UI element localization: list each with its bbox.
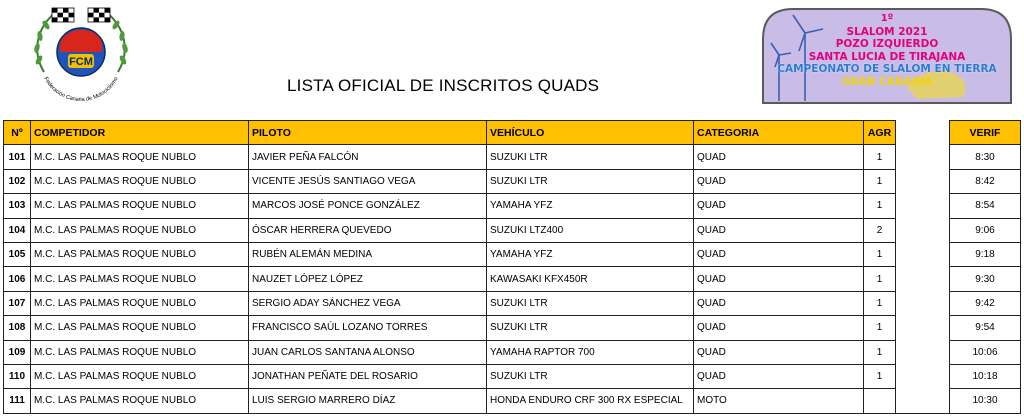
event-location: POZO IZQUIERDO [835,38,939,50]
col-header-vehicle: VEHÍCULO [487,121,694,145]
cell-agr: 1 [864,364,896,388]
cell-spacer [896,389,950,413]
cell-verif: 8:54 [950,194,1021,218]
col-header-competitor: COMPETIDOR [31,121,249,145]
cell-agr: 1 [864,242,896,266]
event-ordinal: 1º [880,13,894,24]
table-row [4,267,1021,291]
event-name: SLALOM 2021 [846,25,928,38]
cell-competitor: M.C. LAS PALMAS ROQUE NUBLO [31,145,249,169]
table-row [4,218,1021,242]
cell-vehicle: KAWASAKI KFX450R [487,267,694,291]
col-header-agr: AGR [864,121,896,145]
event-island: GRAN CANARIA [841,75,933,88]
cell-vehicle: SUZUKI LTR [487,169,694,193]
cell-spacer [896,316,950,340]
cell-vehicle: SUZUKI LTZ400 [487,218,694,242]
cell-category: QUAD [694,364,864,388]
helmet-emblem-icon [57,28,105,76]
cell-category: QUAD [694,340,864,364]
col-header-category: CATEGORIA [694,121,864,145]
cell-pilot: JONATHAN PEÑATE DEL ROSARIO [249,364,487,388]
cell-num: 106 [4,267,31,291]
cell-pilot: NAUZET LÓPEZ LÓPEZ [249,267,487,291]
event-championship: CAMPEONATO DE SLALOM EN TIERRA [777,63,997,75]
cell-pilot: VICENTE JESÚS SANTIAGO VEGA [249,169,487,193]
cell-competitor: M.C. LAS PALMAS ROQUE NUBLO [31,364,249,388]
table-row [4,340,1021,364]
cell-competitor: M.C. LAS PALMAS ROQUE NUBLO [31,340,249,364]
cell-category: QUAD [694,194,864,218]
cell-num: 102 [4,169,31,193]
cell-category: QUAD [694,218,864,242]
cell-agr: 1 [864,169,896,193]
cell-vehicle: YAMAHA RAPTOR 700 [487,340,694,364]
cell-competitor: M.C. LAS PALMAS ROQUE NUBLO [31,316,249,340]
cell-vehicle: SUZUKI LTR [487,364,694,388]
table-row [4,364,1021,388]
entry-list-table [3,120,1021,414]
cell-verif: 9:06 [950,218,1021,242]
cell-num: 107 [4,291,31,315]
cell-category: MOTO [694,389,864,413]
cell-agr: 1 [864,340,896,364]
cell-verif: 9:18 [950,242,1021,266]
checkered-flag-icon [52,8,110,22]
cell-num: 109 [4,340,31,364]
cell-num: 105 [4,242,31,266]
cell-verif: 9:30 [950,267,1021,291]
cell-pilot: RUBÉN ALEMÁN MEDINA [249,242,487,266]
cell-pilot: FRANCISCO SAÚL LOZANO TORRES [249,316,487,340]
col-spacer [896,121,950,145]
cell-pilot: MARCOS JOSÉ PONCE GONZÁLEZ [249,194,487,218]
cell-spacer [896,242,950,266]
event-plate-text [757,13,1017,88]
cell-spacer [896,169,950,193]
cell-verif: 8:30 [950,145,1021,169]
cell-pilot: ÓSCAR HERRERA QUEVEDO [249,218,487,242]
cell-competitor: M.C. LAS PALMAS ROQUE NUBLO [31,389,249,413]
cell-competitor: M.C. LAS PALMAS ROQUE NUBLO [31,291,249,315]
cell-agr: 1 [864,145,896,169]
cell-num: 110 [4,364,31,388]
cell-num: 108 [4,316,31,340]
cell-vehicle: SUZUKI LTR [487,291,694,315]
cell-competitor: M.C. LAS PALMAS ROQUE NUBLO [31,242,249,266]
cell-competitor: M.C. LAS PALMAS ROQUE NUBLO [31,169,249,193]
table-row [4,145,1021,169]
cell-competitor: M.C. LAS PALMAS ROQUE NUBLO [31,267,249,291]
cell-verif: 8:42 [950,169,1021,193]
cell-agr [864,389,896,413]
table-row [4,316,1021,340]
cell-agr: 1 [864,194,896,218]
table-header-row [4,121,1021,145]
cell-pilot: JUAN CARLOS SANTANA ALONSO [249,340,487,364]
federation-ring-text: Federación Canaria de Motociclismo [42,76,120,104]
svg-text:FCM: FCM [69,56,93,68]
cell-vehicle: SUZUKI LTR [487,316,694,340]
cell-category: QUAD [694,267,864,291]
cell-vehicle: YAMAHA YFZ [487,194,694,218]
table-row [4,169,1021,193]
cell-spacer [896,194,950,218]
table-row [4,242,1021,266]
cell-verif: 10:06 [950,340,1021,364]
cell-spacer [896,218,950,242]
entry-rows [4,145,1021,413]
table-row [4,194,1021,218]
cell-agr: 1 [864,267,896,291]
cell-category: QUAD [694,316,864,340]
cell-category: QUAD [694,291,864,315]
cell-competitor: M.C. LAS PALMAS ROQUE NUBLO [31,194,249,218]
cell-verif: 10:30 [950,389,1021,413]
cell-category: QUAD [694,145,864,169]
col-header-pilot: PILOTO [249,121,487,145]
table-row [4,389,1021,413]
cell-num: 101 [4,145,31,169]
cell-num: 103 [4,194,31,218]
cell-verif: 9:54 [950,316,1021,340]
federation-logo [22,2,140,110]
cell-agr: 1 [864,316,896,340]
cell-num: 104 [4,218,31,242]
cell-spacer [896,340,950,364]
cell-vehicle: YAMAHA YFZ [487,242,694,266]
cell-vehicle: SUZUKI LTR [487,145,694,169]
cell-pilot: LUIS SERGIO MARRERO DÍAZ [249,389,487,413]
cell-spacer [896,291,950,315]
cell-spacer [896,267,950,291]
cell-competitor: M.C. LAS PALMAS ROQUE NUBLO [31,218,249,242]
cell-pilot: JAVIER PEÑA FALCÓN [249,145,487,169]
cell-category: QUAD [694,169,864,193]
cell-agr: 2 [864,218,896,242]
cell-spacer [896,145,950,169]
cell-num: 111 [4,389,31,413]
event-municipality: SANTA LUCIA DE TIRAJANA [808,50,966,63]
page-title: LISTA OFICIAL DE INSCRITOS QUADS [287,76,600,95]
cell-agr: 1 [864,291,896,315]
cell-verif: 10:18 [950,364,1021,388]
table-row [4,291,1021,315]
cell-pilot: SERGIO ADAY SÁNCHEZ VEGA [249,291,487,315]
col-header-num: Nº [4,121,31,145]
cell-category: QUAD [694,242,864,266]
cell-vehicle: HONDA ENDURO CRF 300 RX ESPECIAL [487,389,694,413]
cell-verif: 9:42 [950,291,1021,315]
cell-spacer [896,364,950,388]
col-header-verif: VERIF [950,121,1021,145]
